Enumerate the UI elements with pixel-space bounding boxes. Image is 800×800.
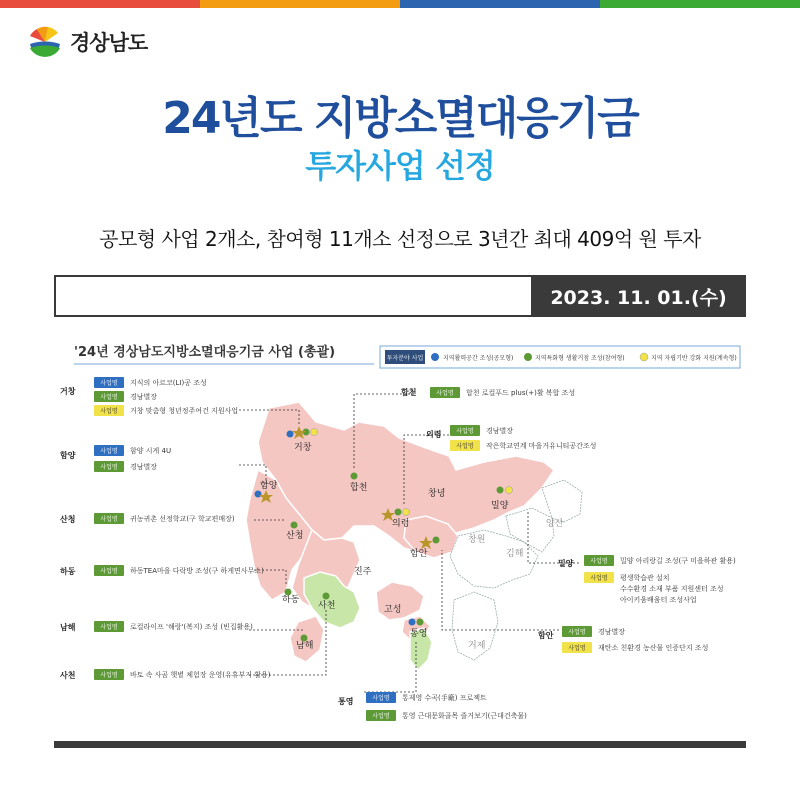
region-name: 함안 [410,549,428,559]
region-name: 거창 [294,443,312,453]
stripe-blue [400,0,600,8]
region-name: 산청 [286,531,304,541]
badge-project: 사업명 [94,461,124,472]
region-name: 밀양 [491,501,509,511]
callout-region-label: 합천 [401,388,417,397]
region-name: 하동 [282,595,300,605]
callout-item: 함양 시게 4U [130,447,172,455]
legend-item-3: 지역 자립기반 강화 지원(계속형) [651,355,737,362]
marker-green [433,537,440,544]
region-name: 의령 [392,519,410,529]
region-name: 남해 [296,641,314,651]
callout-item: 바토 속 사곰 햇볕 체험장 운영(유휴부지 활용) [130,671,271,679]
badge-project: 사업명 [366,692,396,703]
brand-logo[interactable] [28,26,147,58]
headline-subtitle: 투자사업 선정 [305,147,495,185]
callout-item: 경남별장 [130,463,158,471]
marker-yellow [403,509,410,516]
badge-project: 사업명 [366,710,396,721]
gyeongnam-logo-icon [28,26,62,58]
marker-green [417,619,424,626]
badge-project: 사업명 [94,669,124,680]
stripe-red [0,0,200,8]
callout-item: 거창 맞춤형 청년정주여건 지원사업 [130,407,239,415]
callout-item: 수수환경 소재 부품 지원센터 조성 [620,585,724,593]
callout-region-label: 함양 [60,451,76,460]
badge-project: 사업명 [94,565,124,576]
marker-yellow [506,487,513,494]
badge-project: 사업명 [94,445,124,456]
callout-item: 아이키움배움터 조성사업 [620,596,697,604]
badge-project: 사업명 [430,387,460,398]
callout-item: 지식의 아르코(LI)공 조성 [130,379,207,387]
badge-project: 사업명 [94,621,124,632]
callout-item: 경남별장 [486,427,514,435]
map-section [54,330,746,730]
callout-region-label: 함안 [538,631,554,640]
marker-green [497,487,504,494]
logo-text: 경상남도 [70,31,148,55]
region-name: 진주 [354,567,372,577]
region-name: 사천 [318,601,336,611]
region-shape-yangsan [542,480,582,522]
callout-item: 경남별장 [130,393,158,401]
callout-item: 평생학습관 설치 [620,574,670,582]
legend-item-2: 지역특화형 생활거점 조성(참여형) [535,355,625,362]
marker-yellow [311,429,318,436]
callout-region-label: 통영 [338,697,354,706]
bottom-rule [54,741,746,748]
callout-item: 통제영 수곡(手廠) 프로젝트 [402,694,487,702]
headline-title: 24년도 지방소멸대응기금 [162,93,638,144]
date-bar [54,275,746,317]
callout-item: 작은학교연계 마을거유니티공간조성 [486,442,597,450]
callout-region-label: 산청 [60,515,76,524]
badge-project: 사업명 [94,405,124,416]
badge-project: 사업명 [450,425,480,436]
callout-region-label: 남해 [60,623,76,632]
stripe-orange [200,0,400,8]
badge-project: 사업명 [94,391,124,402]
callout-region-label: 밀양 [558,559,574,568]
legend-dot-green [524,353,532,361]
callout-item: 하동TEA마을 다락방 조성(구 하게면사무소) [130,567,264,575]
callout-item: 합천 로컬푸드 plus(+)활 복합 조성 [466,389,576,397]
marker-blue [255,491,262,498]
callout-item: 경남별장 [598,628,626,636]
callout-item: 밀양 아리랑길 조성(구 미을하관 활용) [620,557,736,565]
badge-project: 사업명 [94,377,124,388]
region-name: 통영 [410,629,428,639]
marker-blue [287,431,294,438]
badge-project: 사업명 [562,626,592,637]
region-name: 김해 [506,549,524,559]
legend-item-1: 지역활력공간 조성(공모형) [443,355,514,362]
badge-project: 사업명 [94,513,124,524]
region-name: 함양 [260,481,278,491]
marker-green [323,593,330,600]
callout-item: 귀농귀촌 선정학교(구 학교편매장) [130,515,235,523]
region-name: 창녕 [428,489,446,499]
stripe-green [600,0,800,8]
marker-blue [409,619,416,626]
summary-text: 공모형 사업 2개소, 참여형 11개소 선정으로 3년간 최대 409억 원 투자 [99,227,701,251]
callout-item: 로컬라이프 '해랑'(복지) 조성 (빈집활용) [130,623,253,631]
badge-project: 사업명 [584,555,614,566]
region-name: 창원 [468,535,486,545]
map-title: '24년 경상남도지방소멸대응기금 사업 (총괄) [74,345,336,360]
marker-green [351,473,358,480]
region-name: 고성 [384,605,402,615]
badge-project: 사업명 [450,440,480,451]
callout-item: 재탄소 친환경 농산물 인증단지 조성 [598,644,709,652]
callout-region-label: 거창 [60,387,76,396]
legend-dot-yellow [640,353,648,361]
legend-label: 투자분야 사업 [386,355,424,362]
date-label: 2023. 11. 01.(수) [531,275,746,317]
region-name: 양산 [546,519,564,529]
marker-green [291,522,298,529]
callout-region-label: 의령 [426,430,442,439]
legend-dot-blue [431,353,439,361]
callout-region-label: 사천 [60,671,76,680]
callout-region-label: 하동 [60,567,76,576]
badge-project: 사업명 [562,642,592,653]
marker-green [285,589,292,596]
region-name: 거제 [468,641,486,651]
marker-green [395,509,402,516]
badge-project: 사업명 [584,572,614,583]
top-color-stripe [0,0,800,8]
region-name: 합천 [350,483,368,493]
marker-green [301,635,308,642]
callout-item: 통영 근대문화골목 즐거보기(근대건축물) [402,712,527,720]
